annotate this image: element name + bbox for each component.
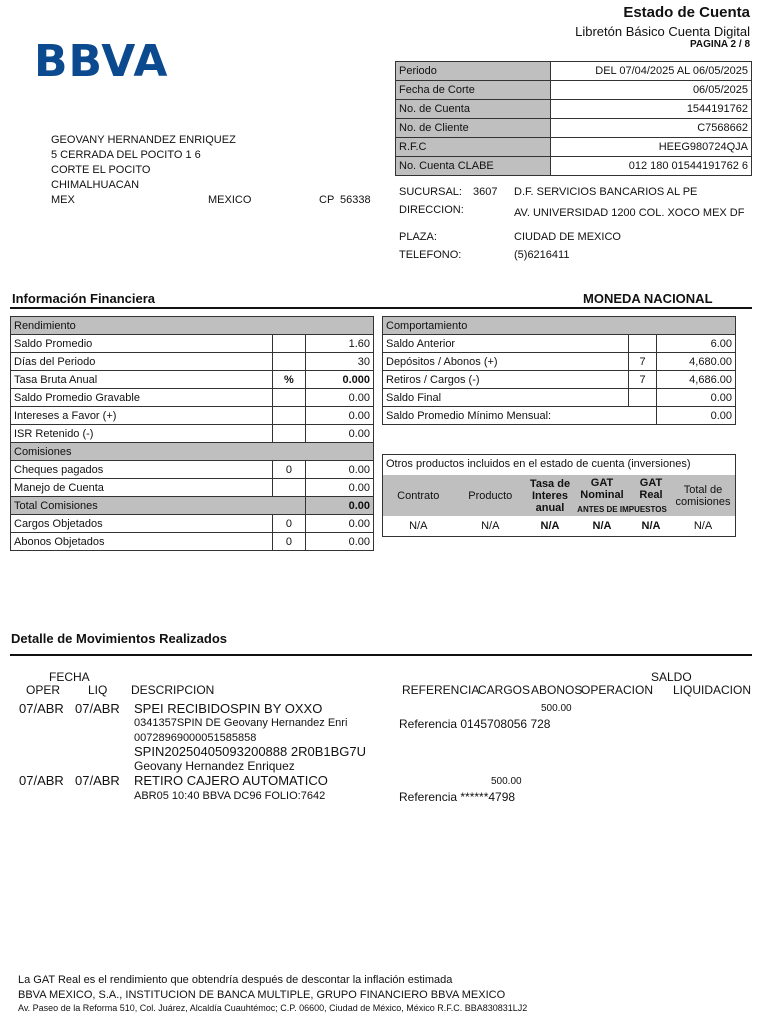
customer-name: GEOVANY HERNANDEZ ENRIQUEZ bbox=[51, 134, 236, 146]
info-row bbox=[396, 100, 752, 119]
sucursal-name: D.F. SERVICIOS BANCARIOS AL PE bbox=[514, 186, 698, 198]
row-mid bbox=[272, 407, 305, 425]
info-value: 012 180 01544191762 6 bbox=[551, 157, 752, 176]
info-value: HEEG980724QJA bbox=[551, 138, 752, 157]
liq-date: 07/ABR bbox=[75, 701, 120, 716]
bbva-logo: BBVA bbox=[34, 36, 169, 87]
table-row bbox=[11, 407, 374, 425]
row-value: 0.000 bbox=[305, 371, 373, 389]
info-value: DEL 07/04/2025 AL 06/05/2025 bbox=[551, 62, 752, 81]
col-header: GAT Nominal bbox=[573, 475, 631, 503]
row-value: 4,680.00 bbox=[656, 353, 735, 371]
telefono-label: TELEFONO: bbox=[399, 249, 462, 261]
section-divider bbox=[10, 307, 752, 309]
header-oper: OPER bbox=[26, 683, 61, 697]
col-header: GAT Real bbox=[631, 475, 671, 503]
other-products-box bbox=[382, 454, 736, 537]
info-row bbox=[396, 138, 752, 157]
row-value: 0.00 bbox=[656, 407, 735, 425]
info-label: No. de Cuenta bbox=[396, 100, 551, 119]
cell: N/A bbox=[540, 520, 560, 532]
row-mid bbox=[272, 335, 305, 353]
row-label: Tasa Bruta Anual bbox=[11, 371, 273, 389]
detail-line: SPIN20250405093200888 2R0B1BG7U bbox=[134, 744, 367, 759]
customer-country: MEX bbox=[51, 194, 75, 206]
col-header: Total de comisiones bbox=[671, 475, 735, 516]
header-saldo: SALDO bbox=[651, 670, 692, 684]
col-header: Tasa de Interes anual bbox=[527, 475, 573, 516]
address-line: CHIMALHUACAN bbox=[51, 179, 140, 191]
movement-reference: Referencia ******4798 bbox=[399, 790, 516, 804]
financial-info-title: Información Financiera bbox=[12, 291, 156, 306]
row-mid: 0 bbox=[272, 515, 305, 533]
other-products-title: Otros productos incluidos en el estado de cuenta (inversiones) bbox=[386, 458, 691, 470]
plaza-label: PLAZA: bbox=[399, 231, 437, 243]
row-value: 0.00 bbox=[305, 407, 373, 425]
row-label: ISR Retenido (-) bbox=[11, 425, 273, 443]
row-label: Cargos Objetados bbox=[11, 515, 273, 533]
table-row bbox=[11, 479, 374, 497]
telefono-value: (5)6216411 bbox=[514, 249, 570, 261]
rendimiento-header: Rendimiento bbox=[11, 317, 374, 335]
account-info-table bbox=[395, 61, 752, 176]
row-mid: % bbox=[272, 371, 305, 389]
row-value: 0.00 bbox=[656, 389, 735, 407]
table-row bbox=[11, 515, 374, 533]
info-value: 06/05/2025 bbox=[551, 81, 752, 100]
row-value: 4,686.00 bbox=[656, 371, 735, 389]
branch-info bbox=[399, 184, 754, 264]
table-row bbox=[383, 389, 736, 407]
row-label: Cheques pagados bbox=[11, 461, 273, 479]
cell: N/A bbox=[409, 520, 428, 532]
customer-address bbox=[51, 133, 371, 208]
row-mid bbox=[272, 389, 305, 407]
table-row bbox=[11, 389, 374, 407]
address-last-line bbox=[51, 193, 371, 208]
row-label: Depósitos / Abonos (+) bbox=[383, 353, 629, 371]
table-row bbox=[383, 353, 736, 371]
movement-row bbox=[0, 701, 768, 773]
info-label: R.F.C bbox=[396, 138, 551, 157]
movements-title: Detalle de Movimientos Realizados bbox=[11, 631, 228, 646]
row-label: Días del Periodo bbox=[11, 353, 273, 371]
customer-state: MEXICO bbox=[208, 194, 252, 206]
row-label: Abonos Objetados bbox=[11, 533, 273, 551]
detail-line: Geovany Hernandez Enriquez bbox=[134, 759, 295, 773]
table-row bbox=[383, 371, 736, 389]
page-number: PAGINA 2 / 8 bbox=[689, 39, 750, 50]
movement-description: SPEI RECIBIDOSPIN BY OXXO bbox=[134, 701, 323, 716]
row-value: 1.60 bbox=[305, 335, 373, 353]
header-descripcion: DESCRIPCION bbox=[131, 683, 215, 697]
customer-cp: 56338 bbox=[340, 194, 371, 206]
row-mid: 7 bbox=[629, 353, 656, 371]
movements-header bbox=[0, 668, 768, 700]
info-value: C7568662 bbox=[551, 119, 752, 138]
row-mid bbox=[629, 335, 656, 353]
section-divider bbox=[10, 654, 752, 656]
row-label: Manejo de Cuenta bbox=[11, 479, 273, 497]
abono-amount: 500.00 bbox=[541, 703, 572, 714]
cell: N/A bbox=[641, 520, 661, 532]
row-mid: 0 bbox=[272, 461, 305, 479]
movement-reference: Referencia 0145708056 728 bbox=[399, 717, 551, 731]
address-line: 5 CERRADA DEL POCITO 1 6 bbox=[51, 149, 201, 161]
cell: N/A bbox=[481, 520, 500, 532]
detail-line: 00728969000051585858 bbox=[134, 732, 257, 744]
row-mid bbox=[629, 389, 656, 407]
row-value: 0.00 bbox=[305, 389, 373, 407]
info-label: Fecha de Corte bbox=[396, 81, 551, 100]
header-fecha: FECHA bbox=[49, 670, 90, 684]
table-row bbox=[383, 335, 736, 353]
other-products-table bbox=[383, 475, 735, 536]
row-mid: 7 bbox=[629, 371, 656, 389]
gat-note: La GAT Real es el rendimiento que obtendría después de descontar la inflación estimada bbox=[18, 974, 453, 986]
sucursal-number: 3607 bbox=[473, 186, 498, 198]
movement-description: RETIRO CAJERO AUTOMATICO bbox=[134, 773, 328, 788]
info-value: 1544191762 bbox=[551, 100, 752, 119]
movement-row bbox=[0, 773, 768, 807]
header-operacion: OPERACION bbox=[581, 683, 654, 697]
total-comisiones-label: Total Comisiones bbox=[11, 497, 306, 515]
oper-date: 07/ABR bbox=[19, 773, 64, 788]
table-row bbox=[11, 335, 374, 353]
comportamiento-table bbox=[382, 316, 736, 425]
statement-title: Estado de Cuenta bbox=[623, 4, 750, 21]
header-liq: LIQ bbox=[88, 683, 108, 697]
row-label: Saldo Anterior bbox=[383, 335, 629, 353]
row-label: Retiros / Cargos (-) bbox=[383, 371, 629, 389]
oper-date: 07/ABR bbox=[19, 701, 64, 716]
direccion-label: DIRECCION: bbox=[399, 204, 464, 216]
cell: N/A bbox=[693, 520, 713, 532]
company-address: Av. Paseo de la Reforma 510, Col. Juárez, Alcaldía Cuauhtémoc; C.P. 06600, Ciudad de México, México R.F.C. BBA830831LJ2 bbox=[18, 1003, 528, 1013]
header-liquidacion: LIQUIDACION bbox=[673, 683, 752, 697]
info-label: No. de Cliente bbox=[396, 119, 551, 138]
detail-line: ABR05 10:40 BBVA DC96 FOLIO:7642 bbox=[134, 790, 326, 802]
row-value: 0.00 bbox=[305, 533, 373, 551]
cargo-amount: 500.00 bbox=[491, 776, 522, 787]
table-row bbox=[11, 461, 374, 479]
header-abonos: ABONOS bbox=[531, 683, 583, 697]
before-taxes-label: ANTES DE IMPUESTOS bbox=[573, 503, 671, 516]
total-row bbox=[11, 497, 374, 515]
row-value: 30 bbox=[305, 353, 373, 371]
row-mid: 0 bbox=[272, 533, 305, 551]
info-row bbox=[396, 119, 752, 138]
row-label: Saldo Promedio bbox=[11, 335, 273, 353]
table-row bbox=[11, 353, 374, 371]
col-header: Contrato bbox=[383, 475, 454, 516]
liq-date: 07/ABR bbox=[75, 773, 120, 788]
table-row bbox=[11, 371, 374, 389]
company-name: BBVA MEXICO, S.A., INSTITUCION DE BANCA MULTIPLE, GRUPO FINANCIERO BBVA MEXICO bbox=[18, 989, 506, 1001]
account-type: Libretón Básico Cuenta Digital bbox=[575, 24, 750, 39]
header-referencia: REFERENCIA bbox=[402, 683, 480, 697]
table-row bbox=[383, 407, 736, 425]
info-row bbox=[396, 81, 752, 100]
total-comisiones-value: 0.00 bbox=[305, 497, 373, 515]
address-line: CORTE EL POCITO bbox=[51, 164, 151, 176]
row-mid bbox=[272, 353, 305, 371]
info-row bbox=[396, 157, 752, 176]
row-mid bbox=[272, 479, 305, 497]
row-label: Saldo Promedio Mínimo Mensual: bbox=[383, 407, 657, 425]
direccion-value: AV. UNIVERSIDAD 1200 COL. XOCO MEX DF bbox=[514, 207, 745, 219]
row-value: 0.00 bbox=[305, 515, 373, 533]
cell: N/A bbox=[592, 520, 612, 532]
rendimiento-table bbox=[10, 316, 374, 551]
table-row bbox=[11, 425, 374, 443]
row-value: 0.00 bbox=[305, 479, 373, 497]
row-value: 0.00 bbox=[305, 461, 373, 479]
info-label: Periodo bbox=[396, 62, 551, 81]
info-label: No. Cuenta CLABE bbox=[396, 157, 551, 176]
row-label: Saldo Final bbox=[383, 389, 629, 407]
cp-label: CP bbox=[319, 194, 335, 206]
row-value: 6.00 bbox=[656, 335, 735, 353]
plaza-value: CIUDAD DE MEXICO bbox=[514, 231, 621, 243]
currency-label: MONEDA NACIONAL bbox=[583, 291, 713, 306]
comisiones-header: Comisiones bbox=[11, 443, 374, 461]
col-header: Producto bbox=[454, 475, 527, 516]
row-value: 0.00 bbox=[305, 425, 373, 443]
row-mid bbox=[272, 425, 305, 443]
sucursal-label: SUCURSAL: bbox=[399, 186, 462, 198]
comportamiento-header: Comportamiento bbox=[383, 317, 736, 335]
table-row bbox=[11, 533, 374, 551]
row-label: Intereses a Favor (+) bbox=[11, 407, 273, 425]
header-cargos: CARGOS bbox=[478, 683, 531, 697]
row-label: Saldo Promedio Gravable bbox=[11, 389, 273, 407]
detail-line: 0341357SPIN DE Geovany Hernandez Enri bbox=[134, 717, 348, 729]
info-row bbox=[396, 62, 752, 81]
table-row bbox=[383, 516, 735, 536]
